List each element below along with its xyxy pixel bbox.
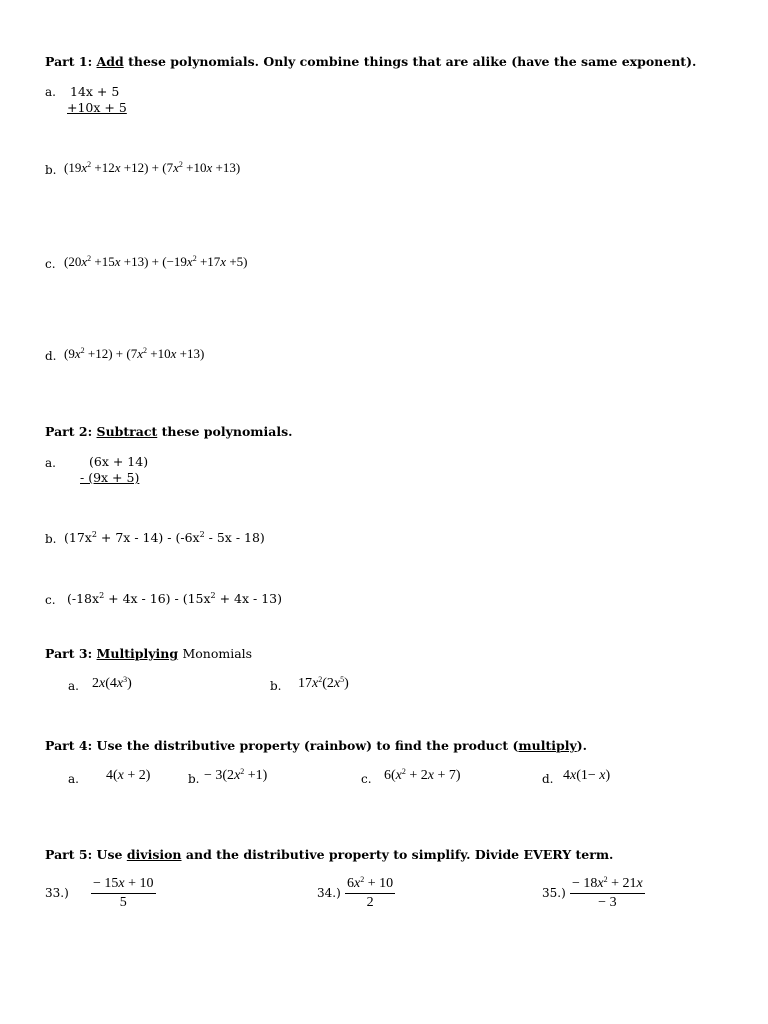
part5-heading [45,847,613,862]
part2-a-label: a. [45,456,56,470]
q33-denominator: 5 [119,895,127,910]
part5-text: Use [96,847,123,862]
part3-rest: Monomials [182,646,253,661]
part5-keyword: division [126,847,182,862]
part5-q35-label: 35.) [542,886,566,900]
part1-a-line1: 14x + 5 [70,84,120,99]
part4-b-expression: − $3(2x^2 +1)$ [204,767,268,783]
q35-denominator: − 3 [598,895,617,910]
part4-prefix: Part 4: [45,738,93,753]
part1-c-label: c. [45,257,56,271]
part1-keyword: Add [96,54,124,69]
part2-heading [45,424,293,439]
part3-keyword: Multiplying [96,646,179,661]
part4-a-expression: 4(x + 2) [106,768,151,783]
part3-prefix: Part 3: [45,646,93,661]
part2-c-expression: $(-18x^2 + 4x - 16) - (15x^2 + 4x - 13)$ [67,591,283,606]
part1-a-label: a. [45,85,56,99]
part5-prefix: Part 5: [45,847,93,862]
part4-heading [45,738,587,753]
part5-q33-fraction [91,876,156,911]
part1-d-label: d. [45,349,57,363]
part1-d-expression: $(9x^2 +12) + (7x^2 +10x +13)$ [64,346,205,361]
part5-rest: and the distributive property to simplify. Divide EVERY term. [185,847,614,862]
part1-prefix: Part 1: [45,54,93,69]
part2-keyword: Subtract [96,424,158,439]
part4-a-label: a. [68,772,79,786]
q33-numerator: − 15x + 10 [91,876,156,894]
part1-b-expression: $(19x^2 +12x +12) + (7x^2 +10x +13)$ [64,160,241,175]
part4-b-label: b. [188,772,200,786]
part4-keyword: multiply [518,738,577,753]
part2-c-label: c. [45,593,56,607]
part4-text: Use the distributive property (rainbow) to find the product ( [96,738,519,753]
part4-d-label: d. [542,772,554,786]
part4-end: ). [576,738,588,753]
part2-a-line2: - (9x + 5) [80,470,140,485]
part2-prefix: Part 2: [45,424,93,439]
part5-q33-label: 33.) [45,886,69,900]
part2-rest: these polynomials. [161,424,293,439]
part5-q35-fraction [570,876,645,911]
part3-b-expression: $17x^2(2x^5)$ [298,675,349,691]
q35-numerator: − $18x^2 + 21x$ [570,876,645,894]
part2-a-line1: (6x + 14) [89,454,149,469]
part4-c-expression: $6(x^2 + 2x + 7)$ [384,767,461,783]
part3-a-expression: $2x(4x^3)$ [92,675,132,691]
part3-heading [45,646,252,661]
part2-b-label: b. [45,532,57,546]
part3-a-label: a. [68,679,79,693]
part1-c-expression: $(20x^2 +15x +13) + (-19x^2 +17x +5)$ [64,254,248,269]
part1-b-label: b. [45,163,57,177]
q34-numerator: $6x^2 + 10$ [345,876,395,894]
part5-q34-fraction [345,876,395,911]
part4-c-label: c. [361,772,372,786]
part3-b-label: b. [270,679,282,693]
part1-heading [45,54,696,69]
q34-denominator: 2 [366,895,374,910]
part4-d-expression: 4x(1− x) [563,768,611,783]
part1-a-line2: +10x + 5 [67,100,127,115]
part2-b-expression: $(17x^2 + 7x - 14) - (-6x^2 - 5x - 18)$ [64,530,265,545]
part5-q34-label: 34.) [317,886,341,900]
part1-rest: these polynomials. Only combine things that are alike (have the same exponent). [128,54,697,69]
